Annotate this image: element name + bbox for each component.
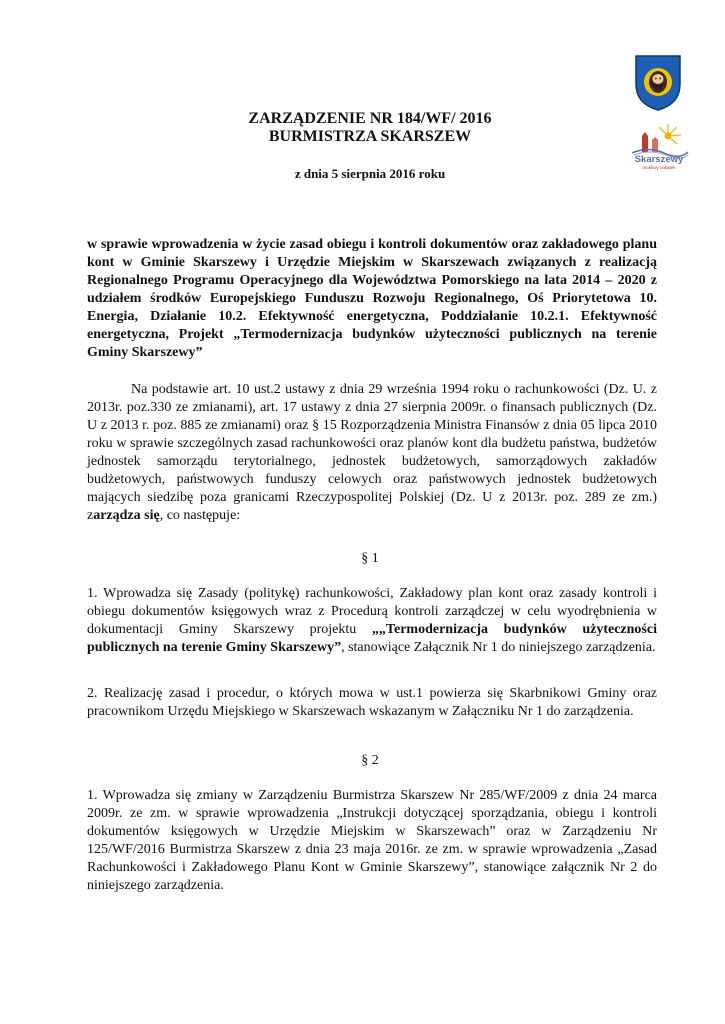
- document-issuer: BURMISTRZA SKARSZEW: [268, 128, 472, 145]
- coat-of-arms-icon: [634, 54, 682, 112]
- section-1-paragraph-2: 2. Realizację zasad i procedur, o których mowa w ust.1 powierza się Skarbnikowi Gminy oraz pracownikom Urzędu Miejskiego w Skarszewach wskazanym w Załączniku Nr 1 do zarządzenia.: [87, 686, 657, 719]
- legal-basis-paragraph: [87, 381, 657, 525]
- legal-basis-text: Na podstawie art. 10 ust.2 ustawy z dnia 29 września 1994 roku o rachunkowości (Dz. U. z 2013r. poz.330 ze zmianami), art. 17 ustawy z dnia 27 sierpnia 2009r. o finansach publicznych (Dz. U z 2013 r. poz. 885 ze zmianami) oraz § 15 Rozporządzenia Ministra Finansów z dnia 05 lipca 2010 roku w sprawie szczególnych zasad rachunkowości oraz planów kont dla budżetu państwa, budżetów jednostek samorządu terytorialnego, jednostek budżetowych, samorządowych zakładów budżetowych, państwowych funduszy celowych oraz państwowych jednostek budżetowych mających siedzibę poza granicami Rzeczypospolitej Polskiej (Dz. U z 2013r. poz. 289 ze zm.) z: [87, 382, 657, 523]
- section-2-heading: § 2: [361, 753, 379, 768]
- document-subject: w sprawie wprowadzenia w życie zasad obiegu i kontroli dokumentów oraz zakładowego planu kont w Gminie Skarszewy i Urzędzie Miejskim w Skarszewach związanych z realizacją Regionalnego Programu Operacyjnego dla Województwa Pomorskiego na lata 2014 – 2020 z udziałem środków Europejskiego Funduszu Rozwoju Regionalnego, Oś Priorytetowa 10. Energia, Działanie 10.2. Efektywność energetyczna, Poddziałanie 10.2.1. Efektywność energetyczna, Projekt „Termodernizacja budynków użyteczności publicznych na terenie Gminy Skarszewy”: [87, 237, 657, 360]
- s1-p1-text: 1. Wprowadza się Zasady (politykę) rachunkowości, Zakładowy plan kont oraz zasady kontroli i obiegu dokumentów księgowych wraz z Procedurą kontroli zarządczej w celu wyodrębnienia w dokumentacji Gminy Skarszewy projektu: [87, 586, 657, 637]
- logo-tagline: urokliwy zakątek: [642, 165, 676, 170]
- section-2-paragraph-1: 1. Wprowadza się zmiany w Zarządzeniu Burmistrza Skarszew Nr 285/WF/2009 z dnia 24 marca 2009r. ze zm. w sprawie wprowadzenia „Instrukcji dotyczącej sporządzania, obiegu i kontroli dokumentów księgowych w Urzędzie Miejskim w Skarszewach” oraz w Zarządzeniu Nr 125/WF/2016 Burmistrza Skarszew z dnia 23 maja 2016r. ze zm. w sprawie wprowadzenia „Zasad Rachunkowości i Zakładowego Planu Kont w Gminie Skarszewy”, stanowiące załącznik Nr 2 do niniejszego zarządzenia.: [87, 788, 657, 893]
- logo-name: Skarszewy: [634, 154, 684, 165]
- section-1-paragraph-1: [87, 585, 657, 657]
- legal-basis-decree: arządza się: [93, 508, 160, 523]
- document-date: z dnia 5 sierpnia 2016 roku: [294, 166, 446, 181]
- s1-p1-project-name: „„Termodernizacja budynków użyteczności publicznych na terenie Gminy Skarszewy”: [87, 622, 657, 655]
- section-1-heading: § 1: [361, 551, 379, 566]
- legal-basis-end: , co następuje:: [159, 508, 241, 523]
- s1-p1-end: , stanowiące Załącznik Nr 1 do niniejszego zarządzenia.: [341, 640, 656, 655]
- document-title: ZARZĄDZENIE NR 184/WF/ 2016: [248, 110, 492, 127]
